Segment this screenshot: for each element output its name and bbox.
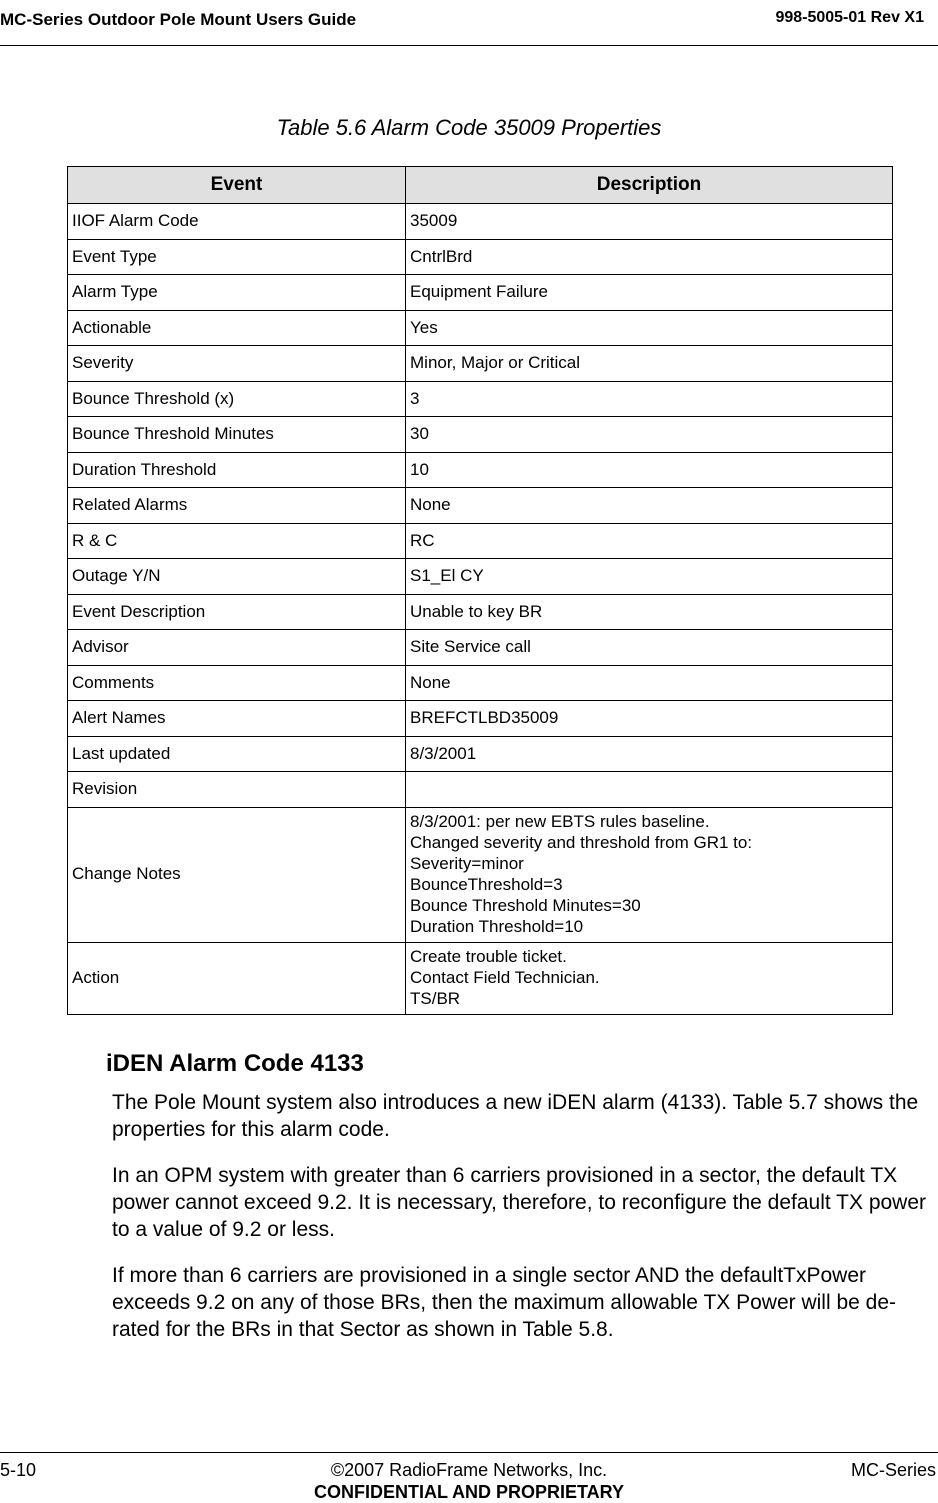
table-row xyxy=(68,488,893,524)
description-cell: BREFCTLBD35009 xyxy=(406,701,893,737)
copyright-text: ©2007 RadioFrame Networks, Inc. xyxy=(330,1460,608,1480)
change-note-line: Severity=minor xyxy=(410,853,524,873)
event-cell: Event Type xyxy=(68,239,406,275)
description-cell: 30 xyxy=(406,417,893,453)
event-cell: Bounce Threshold (x) xyxy=(68,381,406,417)
footer-divider xyxy=(0,1452,938,1453)
header-divider xyxy=(0,45,938,46)
table-row xyxy=(68,772,893,808)
description-cell: None xyxy=(406,488,893,524)
body-paragraph xyxy=(112,1089,938,1143)
table-row xyxy=(68,381,893,417)
description-cell: Minor, Major or Critical xyxy=(406,346,893,382)
action-line: Create trouble ticket. xyxy=(410,946,567,966)
column-header-event: Event xyxy=(68,167,406,204)
event-cell: R & C xyxy=(68,523,406,559)
event-cell: Duration Threshold xyxy=(68,452,406,488)
description-cell: RC xyxy=(406,523,893,559)
event-cell: Related Alarms xyxy=(68,488,406,524)
description-cell: Equipment Failure xyxy=(406,275,893,311)
description-cell: 35009 xyxy=(406,204,893,240)
table-row-action xyxy=(68,942,893,1014)
event-cell: Event Description xyxy=(68,594,406,630)
event-cell: Alarm Type xyxy=(68,275,406,311)
table-row xyxy=(68,310,893,346)
header-title: MC-Series Outdoor Pole Mount Users Guide xyxy=(0,10,357,29)
change-note-line: Bounce Threshold Minutes=30 xyxy=(410,895,641,915)
description-cell: S1_El CY xyxy=(406,559,893,595)
event-cell: Actionable xyxy=(68,310,406,346)
section-heading: iDEN Alarm Code 4133 xyxy=(106,1050,364,1077)
table-row xyxy=(68,346,893,382)
document-number: 998-5005-01 Rev X1 xyxy=(775,9,924,26)
event-cell: Bounce Threshold Minutes xyxy=(68,417,406,453)
change-note-line: Changed severity and threshold from GR1 to: xyxy=(410,832,753,852)
event-cell: Action xyxy=(68,942,406,1014)
body-paragraph xyxy=(112,1162,938,1243)
column-header-description: Description xyxy=(406,167,893,204)
change-notes-cell xyxy=(406,807,893,942)
paragraph-text: If more than 6 carriers are provisioned in a single sector AND the defaultTxPower exceeds 9.2 on any of those BRs, then the maximum allowable TX Power will be de-rated for the BRs in that Sector as shown in Table 5.8. xyxy=(112,1264,897,1341)
event-cell: Last updated xyxy=(68,736,406,772)
table-row-change-notes xyxy=(68,807,893,942)
table-row xyxy=(68,701,893,737)
action-cell xyxy=(406,942,893,1014)
table-row xyxy=(68,630,893,666)
table-row xyxy=(68,665,893,701)
action-line: Contact Field Technician. xyxy=(410,967,600,987)
description-cell: Unable to key BR xyxy=(406,594,893,630)
footer-center xyxy=(0,1459,938,1503)
description-cell: Site Service call xyxy=(406,630,893,666)
table-row xyxy=(68,594,893,630)
change-note-line: Duration Threshold=10 xyxy=(410,916,584,936)
table-header-row xyxy=(68,167,893,204)
change-note-line: 8/3/2001: per new EBTS rules baseline. xyxy=(410,811,710,831)
description-cell: 10 xyxy=(406,452,893,488)
table-row xyxy=(68,417,893,453)
paragraph-text: In an OPM system with greater than 6 carriers provisioned in a sector, the default TX power cannot exceed 9.2. It is necessary, therefore, to reconfigure the default TX power to a value of 9.2 or less. xyxy=(112,1164,927,1241)
change-note-line: BounceThreshold=3 xyxy=(410,874,563,894)
table-row xyxy=(68,239,893,275)
description-cell: Yes xyxy=(406,310,893,346)
table-row xyxy=(68,559,893,595)
event-cell: Severity xyxy=(68,346,406,382)
event-cell: Revision xyxy=(68,772,406,808)
description-cell: 8/3/2001 xyxy=(406,736,893,772)
table-row xyxy=(68,275,893,311)
description-cell: None xyxy=(406,665,893,701)
description-cell: 3 xyxy=(406,381,893,417)
event-cell: Outage Y/N xyxy=(68,559,406,595)
paragraph-text: The Pole Mount system also introduces a new iDEN alarm (4133). Table 5.7 shows the properties for this alarm code. xyxy=(112,1091,919,1141)
event-cell: Alert Names xyxy=(68,701,406,737)
description-cell: CntrlBrd xyxy=(406,239,893,275)
event-cell: Comments xyxy=(68,665,406,701)
confidential-label: CONFIDENTIAL AND PROPRIETARY xyxy=(313,1482,624,1502)
description-cell xyxy=(406,772,893,808)
event-cell: Change Notes xyxy=(68,807,406,942)
table-row xyxy=(68,204,893,240)
table-caption: Table 5.6 Alarm Code 35009 Properties xyxy=(276,115,662,140)
footer-series: MC-Series xyxy=(850,1460,936,1480)
body-paragraph xyxy=(112,1262,938,1343)
event-cell: IIOF Alarm Code xyxy=(68,204,406,240)
table-row xyxy=(68,736,893,772)
event-cell: Advisor xyxy=(68,630,406,666)
action-line: TS/BR xyxy=(410,988,461,1008)
table-row xyxy=(68,452,893,488)
alarm-properties-table xyxy=(67,166,893,1015)
page-number: 5-10 xyxy=(0,1460,37,1480)
table-row xyxy=(68,523,893,559)
